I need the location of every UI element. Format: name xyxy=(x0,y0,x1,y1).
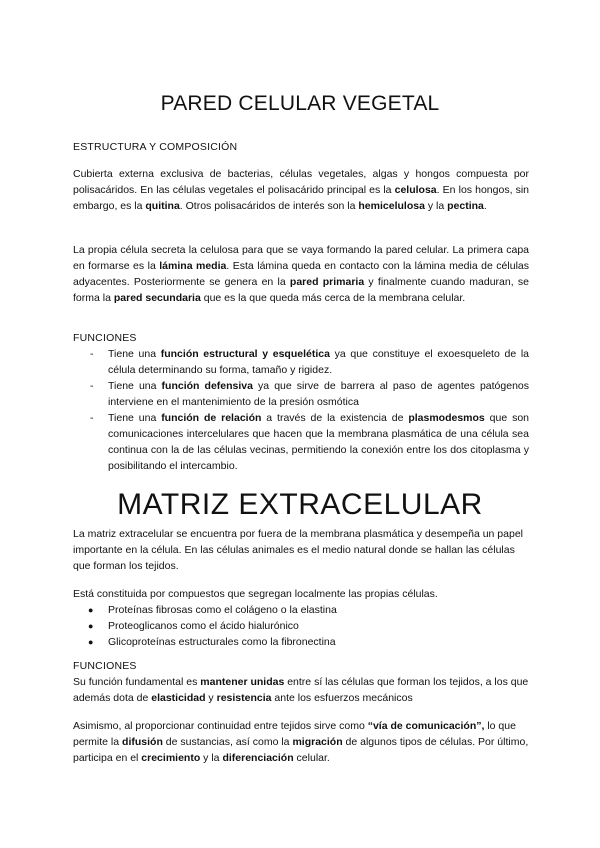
paragraph-asimismo xyxy=(73,718,529,766)
bold-term: diferenciación xyxy=(222,752,294,764)
bullet-icon: ● xyxy=(88,621,94,631)
section-label-funciones-matriz: FUNCIONES xyxy=(73,660,137,672)
text-run: ante los esfuerzos mecánicos xyxy=(271,692,413,704)
bold-term: función estructural y esquelética xyxy=(160,348,330,360)
bold-term: hemicelulosa xyxy=(358,200,425,212)
bold-term: migración xyxy=(292,736,343,748)
text-run: y la xyxy=(200,752,223,764)
bullet-list-container xyxy=(73,602,529,650)
text-run: que es la que queda más cerca de la membrana celular. xyxy=(200,292,466,304)
text-run: Tiene una xyxy=(108,348,161,360)
list-item xyxy=(73,410,529,474)
funciones-list-container xyxy=(73,346,529,474)
bold-term: pectina xyxy=(447,200,484,212)
text-run: . Esta lámina queda en contacto con la lámina media de células adyacentes. Posteriormente se genera en la xyxy=(73,260,529,288)
list-item xyxy=(73,346,529,378)
list-item xyxy=(73,602,529,618)
bold-term: función defensiva xyxy=(161,380,253,392)
text-run: Asimismo, al proporcionar continuidad entre tejidos sirve como xyxy=(73,720,368,732)
bold-term: elasticidad xyxy=(151,692,206,704)
bold-term: pared primaria xyxy=(289,276,365,288)
section-label-funciones: FUNCIONES xyxy=(73,332,137,344)
bullet-icon: ● xyxy=(88,605,94,615)
list-item-text: Proteoglicanos como el ácido hialurónico xyxy=(108,620,299,632)
bold-term: difusión xyxy=(122,736,163,748)
text-run: La propia célula secreta la celulosa para que se vaya formando la pared celular. La primera capa en formarse es la xyxy=(73,244,529,272)
bold-term: pared secundaria xyxy=(113,292,201,304)
text-run: a través de la existencia de xyxy=(261,412,409,424)
bold-term: resistencia xyxy=(216,692,272,704)
list-item-text xyxy=(108,412,529,472)
text-run: Cubierta externa exclusiva de bacterias, células vegetales, algas y hongos compuesta por polisacáridos. En las células vegetales el polisacárido principal es la xyxy=(73,168,529,196)
bullet-icon: ● xyxy=(88,637,94,647)
text-run: que son comunicaciones intercelulares que hacen que la membrana plasmática de una célula sea continua con la de las células vecinas, permitiendo la conexión entre los dos citoplasma y posibilitando el intercambio. xyxy=(108,412,529,472)
bold-term: plasmodesmos xyxy=(408,412,485,424)
funciones-list xyxy=(73,346,529,474)
text-run: . xyxy=(483,200,487,212)
dash-marker: - xyxy=(90,412,94,424)
list-item-text xyxy=(108,380,529,408)
paragraph-constituida: Está constituida por compuestos que segregan localmente las propias células. xyxy=(73,588,438,600)
list-item xyxy=(73,618,529,634)
text-run: y finalmente cuando maduran, se forma la xyxy=(73,276,529,304)
text-run: de sustancias, así como la xyxy=(162,736,293,748)
paragraph-funcion-fundamental xyxy=(73,674,529,706)
dash-marker: - xyxy=(90,348,94,360)
paragraph-cubierta xyxy=(73,166,529,214)
bold-term: mantener unidas xyxy=(200,676,285,688)
list-item-text xyxy=(108,348,529,376)
bold-term: celulosa xyxy=(394,184,437,196)
text-run: . Otros polisacáridos de interés son la xyxy=(179,200,359,212)
text-run: celular. xyxy=(293,752,330,764)
text-run: Tiene una xyxy=(108,412,162,424)
text-run: . En los hongos, sin embargo, es la xyxy=(73,184,530,212)
section-label-estructura: ESTRUCTURA Y COMPOSICIÓN xyxy=(73,141,238,153)
list-item-text: Proteínas fibrosas como el colágeno o la elastina xyxy=(108,604,337,616)
text-run: entre sí las células que forman los tejidos, a los que además dota de xyxy=(73,676,529,704)
bold-term: lámina media xyxy=(159,260,227,272)
page-title: PARED CELULAR VEGETAL xyxy=(160,92,440,115)
text-run: ya que constituye el exoesqueleto de la célula determinando su forma, tamaño y rigidez. xyxy=(108,348,529,376)
bold-term: “vía de comunicación”, xyxy=(367,720,485,732)
bold-term: función de relación xyxy=(161,412,262,424)
list-item xyxy=(73,378,529,410)
text-run: Tiene una xyxy=(108,380,162,392)
compuestos-list xyxy=(73,602,529,650)
text-run: ya que sirve de barrera al paso de agentes patógenos interviene en el mantenimiento de la presión osmótica xyxy=(108,380,530,408)
text-run: lo que permite la xyxy=(73,720,516,748)
text-run: y la xyxy=(424,200,448,212)
list-item xyxy=(73,634,529,650)
text-run: de algunos tipos de células. Por último, participa en el xyxy=(73,736,529,764)
bold-term: crecimiento xyxy=(141,752,201,764)
text-run: y xyxy=(205,692,217,704)
dash-marker: - xyxy=(90,380,94,392)
list-item-text: Glicoproteínas estructurales como la fibronectina xyxy=(108,636,336,648)
text-run: Su función fundamental es xyxy=(73,676,201,688)
bold-term: quitina xyxy=(145,200,180,212)
section-title-matriz: MATRIZ EXTRACELULAR xyxy=(117,488,483,521)
paragraph-matriz-intro: La matriz extracelular se encuentra por fuera de la membrana plasmática y desempeña un papel importante en la célula. En las células animales es el medio natural donde se hallan las células que forman los tejidos. xyxy=(73,528,523,572)
paragraph-formacion xyxy=(73,242,529,306)
